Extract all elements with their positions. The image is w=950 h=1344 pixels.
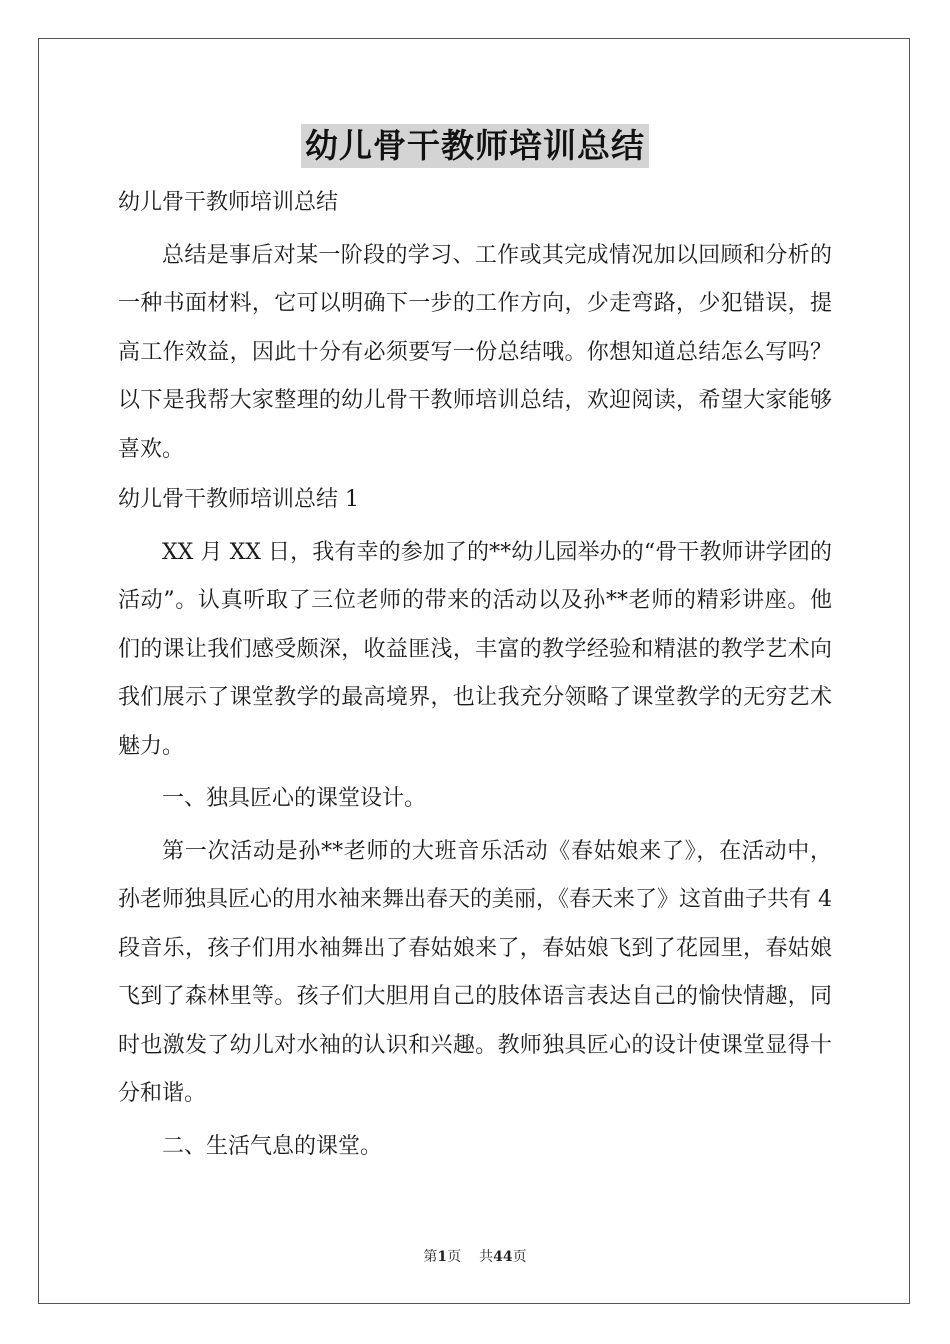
document-body [118, 177, 832, 1171]
body-paragraph: XX 月 XX 日，我有幸的参加了的**幼儿园举办的“骨干教师讲学团的活动”。认真听取了三位老师的带来的活动以及孙**老师的精彩讲座。他们的课让我们感受颇深，收益匪浅，丰富的教学经验和精湛的教学艺术向我们展示了课堂教学的最高境界，也让我充分领略了课堂教学的无穷艺术魅力。 [118, 539, 832, 759]
document-subtitle: 幼儿骨干教师培训总结 [118, 190, 339, 215]
page-prefix: 第 [423, 1249, 438, 1265]
page-suffix: 页 [447, 1249, 462, 1265]
page-footer [0, 1246, 950, 1266]
total-prefix: 共 [479, 1249, 494, 1265]
list-heading: 一、独具匠心的课堂设计。 [162, 786, 427, 811]
document-title: 幼儿骨干教师培训总结 [301, 124, 649, 168]
current-page-number: 1 [437, 1249, 448, 1265]
intro-paragraph: 总结是事后对某一阶段的学习、工作或其完成情况加以回顾和分析的一种书面材料，它可以明确下一步的工作方向，少走弯路，少犯错误，提高工作效益，因此十分有必须要写一份总结哦。你想知道总结怎么写吗？以下是我帮大家整理的幼儿骨干教师培训总结，欢迎阅读，希望大家能够喜欢。 [118, 242, 832, 462]
total-pages-number: 44 [493, 1249, 513, 1265]
list-heading: 二、生活气息的课堂。 [162, 1133, 383, 1159]
title-container [0, 124, 950, 168]
total-suffix: 页 [512, 1249, 527, 1265]
section-heading: 幼儿骨干教师培训总结 1 [118, 487, 359, 512]
body-paragraph: 第一次活动是孙**老师的大班音乐活动《春姑娘来了》，在活动中，孙老师独具匠心的用水袖来舞出春天的美丽，《春天来了》这首曲子共有 4 段音乐，孩子们用水袖舞出了春姑娘来了，春姑娘飞到了花园里，春姑娘飞到了森林里等。孩子们大胆用自己的肢体语言表达自己的愉快情趣，同时也激发了幼儿对水袖的认识和兴趣。教师独具匠心的设计使课堂显得十分和谐。 [118, 838, 832, 1106]
